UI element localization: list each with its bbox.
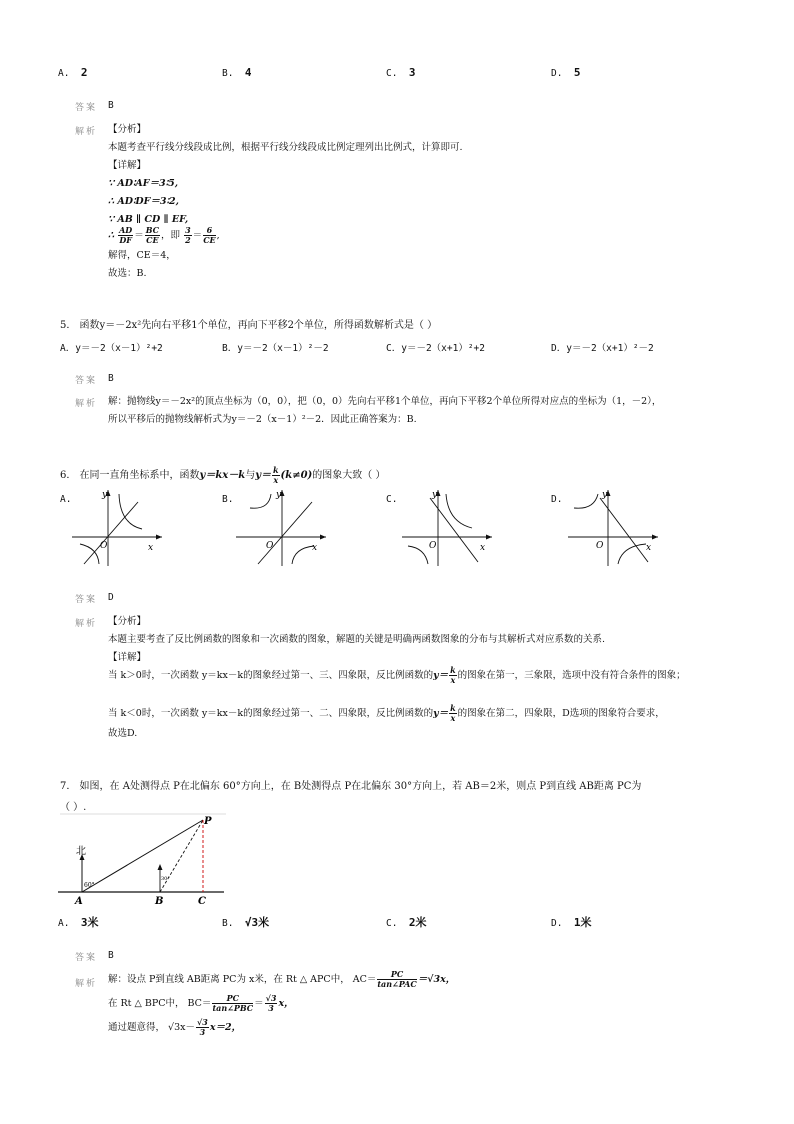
angle-30-label: 30° [161, 876, 170, 882]
graph-option-d[interactable] [566, 488, 666, 568]
q6-option-c[interactable]: C. [386, 494, 398, 505]
analysis-label: 解析 [75, 127, 98, 137]
answer-label: 答案 [75, 376, 98, 386]
q5-option-b[interactable]: B．y＝－2（x－1）²－2 [222, 343, 329, 354]
analysis-line: 解得，CE＝4， [108, 250, 176, 261]
axis-x-label: x [480, 543, 486, 553]
analysis-label: 解析 [75, 619, 98, 629]
q7-option-d[interactable]: D. 1米 [551, 916, 592, 929]
q5-option-d[interactable]: D．y＝－2（x+1）²－2 [551, 343, 654, 354]
analysis-line: ∵ AB ∥ CD ∥ EF, [108, 214, 189, 225]
point-p-label: P [204, 816, 212, 827]
option-value: 4 [244, 66, 252, 79]
analysis-line: 【分析】 [108, 124, 147, 135]
axis-y-label: y [102, 490, 108, 500]
axis-y-label: y [602, 490, 608, 500]
analysis-line: 通过题意得， √3x－ $\frac{√3}{3}$ x＝2， [108, 1017, 242, 1037]
fraction-bc-ce: $\frac{BC}{CE}$ [145, 225, 160, 245]
analysis-line: 【详解】 [108, 652, 147, 663]
q6-option-d[interactable]: D. [551, 494, 563, 505]
answer-label: 答案 [75, 595, 98, 605]
q7-stem-blank: （ ）. [60, 802, 87, 813]
q7-figure [56, 810, 236, 910]
origin-label: O [100, 541, 108, 551]
q7-stem: 7． 如图，在 A处测得点 P在北偏东 60°方向上，在 B处测得点 P在北偏东 30°方向上，若 AB＝2米，则点 P到直线 AB距离 PC为 [60, 781, 642, 792]
q7-option-b[interactable]: B. √3米 [222, 916, 270, 929]
fraction-6-ce: $\frac{6}{CE}$ [203, 225, 216, 245]
point-b-label: B [155, 896, 164, 907]
q7-option-a[interactable]: A. 3米 [58, 916, 99, 929]
origin-label: O [266, 541, 274, 551]
therefore-symbol: ∴ [108, 230, 115, 241]
q6-option-a[interactable]: A. [60, 494, 72, 505]
q5-option-a[interactable]: A．y＝－2（x－1）²+2 [60, 343, 163, 354]
analysis-line: 解：抛物线y＝－2x²的顶点坐标为（0，0），把（0，0）先向右平移1个单位，再向下平移2个单位所得对应点的坐标为（1，－2）， [108, 396, 662, 407]
q4-option-b[interactable] [222, 66, 252, 79]
answer-value: B [108, 373, 114, 384]
answer-label: 答案 [75, 103, 98, 113]
angle-60-label: 60° [84, 882, 95, 889]
option-value: 3 [408, 66, 416, 79]
analysis-line-k-negative: 当 k＜0时，一次函数 y＝kx－k的图象经过第一、二、四象限，反比例函数的y＝ $\frac{k}{x}$ 的图象在第二，四象限，D选项的图象符合要求， [108, 703, 665, 723]
q4-option-a[interactable] [58, 66, 88, 79]
analysis-label: 解析 [75, 399, 98, 409]
q7-option-c[interactable]: C. 2米 [386, 916, 427, 929]
answer-value: B [108, 100, 114, 111]
analysis-line: 在 Rt △ BPC中， BC＝ $\frac{PC}{\text{tan∠PBC}}$ ＝ $\frac{√3}{3}$ x， [108, 993, 294, 1013]
analysis-line: 解：设点 P到直线 AB距离 PC为 x米，在 Rt △ APC中， AC＝ $\frac{PC}{\text{tan∠PAC}}$ ＝√3x， [108, 969, 456, 989]
q4-option-c[interactable] [386, 66, 416, 79]
axis-y-label: y [276, 490, 282, 500]
graph-option-a[interactable] [70, 488, 170, 568]
q5-stem: 5． 函数y＝－2x²先向右平移1个单位，再向下平移2个单位，所得函数解析式是（ ） [60, 320, 438, 331]
analysis-line: 【详解】 [108, 160, 147, 171]
analysis-label: 解析 [75, 979, 98, 989]
analysis-line: 本题主要考查了反比例函数的图象和一次函数的图象，解题的关键是明确两函数图象的分布与其解析式对应系数的关系. [108, 634, 606, 645]
analysis-line: ∵ AD∶AF＝3∶5, [108, 178, 179, 189]
analysis-line-k-positive: 当 k＞0时，一次函数 y＝kx－k的图象经过第一、三、四象限，反比例函数的y＝ $\frac{k}{x}$ 的图象在第一，三象限，选项中没有符合条件的图象； [108, 665, 686, 685]
q6-stem: 6． 在同一直角坐标系中，函数y＝kx－k与y＝ $\frac{k}{x}$ (k≠0)的图象大致（ ） [60, 465, 386, 485]
analysis-line: 所以平移后的抛物线解析式为y＝－2（x－1）²－2．因此正确答案为：B. [108, 414, 417, 425]
fraction-3-2: $\frac{3}{2}$ [185, 225, 191, 245]
option-letter: B. [222, 68, 234, 79]
graph-option-b[interactable] [234, 488, 334, 568]
option-letter: A. [58, 68, 70, 79]
point-c-label: C [198, 896, 206, 907]
option-value: 2 [80, 66, 88, 79]
option-value: 5 [573, 66, 581, 79]
proportion-line: ∴ $\frac{AD}{DF}$ ＝ $\frac{BC}{CE}$ ，即 $\frac{3}{2}$ ＝ $\frac{6}{CE}$ , [108, 225, 220, 245]
option-letter: C. [386, 68, 398, 79]
analysis-line: 故选D. [108, 728, 138, 739]
analysis-line: ∴ AD∶DF＝3∶2, [108, 196, 179, 207]
q4-option-d[interactable] [551, 66, 581, 79]
answer-value: B [108, 950, 114, 961]
analysis-line: 故选：B. [108, 268, 147, 279]
analysis-line: 本题考查平行线分线段成比例，根据平行线分线段成比例定理列出比例式，计算即可. [108, 142, 463, 153]
axis-x-label: x [646, 543, 652, 553]
axis-y-label: y [432, 490, 438, 500]
origin-label: O [429, 541, 437, 551]
q5-option-c[interactable]: C．y＝－2（x+1）²+2 [386, 343, 485, 354]
option-letter: D. [551, 68, 563, 79]
fraction-ad-df: $\frac{AD}{DF}$ [119, 225, 133, 245]
point-a-label: A [75, 896, 83, 907]
origin-label: O [596, 541, 604, 551]
graph-option-c[interactable] [400, 488, 500, 568]
axis-x-label: x [148, 543, 154, 553]
q6-option-b[interactable]: B. [222, 494, 234, 505]
fraction-k-x: $\frac{k}{x}$ [273, 465, 279, 485]
analysis-line: 【分析】 [108, 616, 147, 627]
north-label: 北 [76, 846, 86, 857]
axis-x-label: x [312, 543, 318, 553]
answer-label: 答案 [75, 953, 98, 963]
answer-value: D [108, 592, 114, 603]
